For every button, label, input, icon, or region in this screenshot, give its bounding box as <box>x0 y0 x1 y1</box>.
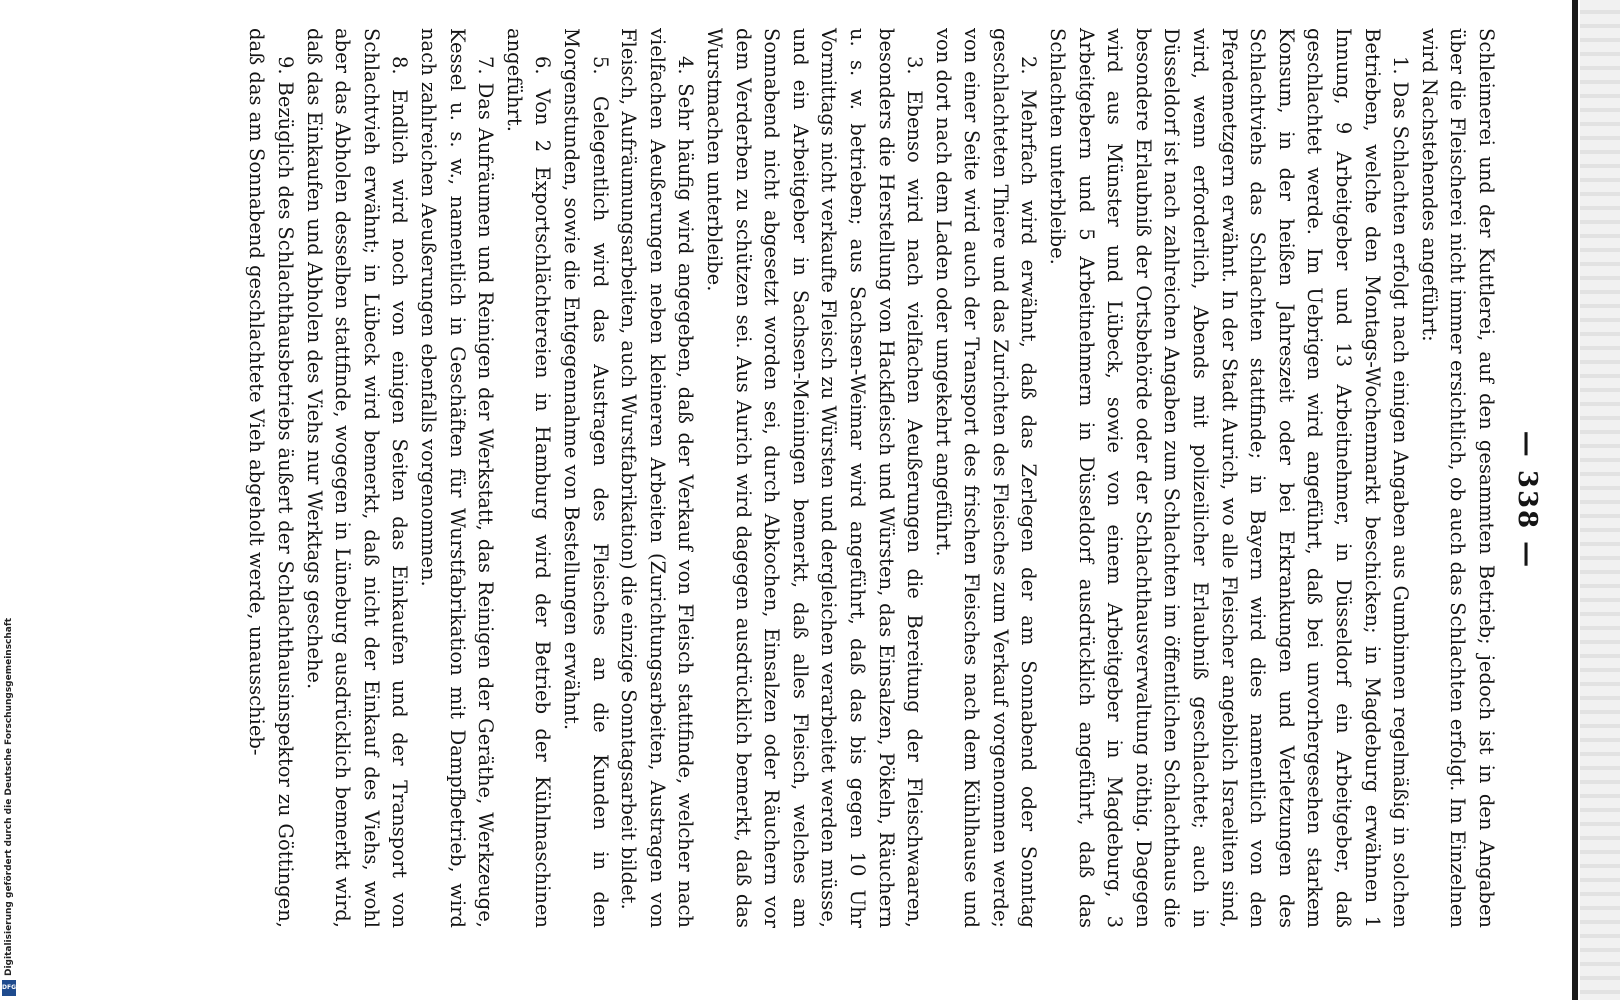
paragraph-4: 4. Sehr häufig wird angegeben, daß der Verkauf von Fleisch stattfinde, welcher nach vielfachen Aeußerungen neben kleineren Arbeiten (Zurichtungsarbeiten, Austragen von Fleisch, Aufräumungsarbeiten, auch Wurstfabrikation) die einzige Sonntagsarbeit bildet. <box>617 28 698 928</box>
paragraph-intro: Schleimerei und der Kuttlerei, auf den gesammten Betrieb; jedoch ist in den Angaben über die Fleischerei nicht immer ersichtlich, ob auch das Schlachten erfolgt. Im Einzelnen wird Nachstehendes angeführt: <box>1417 28 1498 928</box>
scan-edge-next-page <box>1580 0 1620 1000</box>
paragraph-1: 1. Das Schlachten erfolgt nach einigen Angaben aus Gumbinnen regelmäßig in solchen Betrieben, welche den Montags-Wochenmarkt beschicken; in Magdeburg erwähnen 1 Innung, 9 Arbeitgeber und 13 Arbeitnehmer, in Düsseldorf ein Arbeitgeber, daß geschlachtet werde. Im Uebrigen wird angeführt, daß bei unvorhergesehen starkem Konsum, in der heißen Jahreszeit oder bei Erkrankungen und Verletzungen des Schlachtviehs das Schlachten stattfinde; in Bayern wird dies namentlich von den Pferdemetzgern erwähnt. In der Stadt Aurich, wo alle Fleischer angeblich Israeliten sind, wird, wenn erforderlich, Abends mit polizeilicher Erlaubniß geschlachtet; auch in Düsseldorf ist nach zahlreichen Angaben zum Schlachten im öffentlichen Schlachthaus die besondere Erlaubniß der Ortsbehörde oder der Schlachthausverwaltung nöthig. Dagegen wird aus Münster und Lübeck, sowie von einem Arbeitgeber in Magdeburg, 3 Arbeitgebern und 5 Arbeitnehmern in Düsseldorf ausdrücklich angeführt, daß das Schlachten unterbleibe. <box>1046 28 1413 928</box>
paragraph-8: 8. Endlich wird noch von einigen Seiten das Einkaufen und der Transport von Schlachtvieh erwähnt; in Lübeck wird bemerkt, daß nicht der Einkauf des Viehs, wohl aber das Abholen desselben stattfinde, wogegen in Lüneburg ausdrücklich bemerkt wird, daß das Einkaufen und Abholen des Viehs nur Werktags geschehe. <box>302 28 412 928</box>
credit-text: Digitalisierung gefördert durch die Deutsche Forschungsgemeinschaft <box>4 617 14 976</box>
paragraph-3: 3. Ebenso wird nach vielfachen Aeußerungen die Bereitung der Fleischwaaren, besonders die Herstellung von Hackfleisch und Würsten, das Einsalzen, Pökeln, Räuchern u. s. w. betrieben; aus Sachsen-Weimar wird angeführt, daß das bis gegen 10 Uhr Vormittags nicht verkaufte Fleisch zu Würsten und dergleichen verarbeitet werden müsse, und ein Arbeitgeber in Sachsen-Meiningen bemerkt, daß alles Fleisch, welches am Sonnabend nicht abgesetzt worden sei, durch Abkochen, Einsalzen oder Räuchern vor dem Verderben zu schützen sei. Aus Aurich wird dagegen ausdrücklich bemerkt, daß das Wurstmachen unterbleibe. <box>702 28 927 928</box>
paragraph-5: 5. Gelegentlich wird das Austragen des Fleisches an die Kunden in den Morgenstunden, sowie die Entgegennahme von Bestellungen erwähnt. <box>560 28 612 928</box>
body-text <box>242 28 1500 928</box>
paragraph-9: 9. Bezüglich des Schlachthausbetriebs äußert der Schlachthausinspektor zu Göttingen, daß das am Sonnabend geschlachtete Vieh abgeholt werde, unausschieb- <box>245 28 298 928</box>
paragraph-6: 6. Von 2 Exportschlächtereien in Hamburg wird der Betrieb der Kühlmaschinen angeführt. <box>502 28 555 928</box>
document-scan <box>70 10 1570 990</box>
paragraph-2: 2. Mehrfach wird erwähnt, daß das Zerlegen der am Sonnabend oder Sonntag geschlachteten Thiere und das Zurichten des Fleisches zum Verkauf vorgenommen werde; von einer Seite wird auch der Transport des frischen Fleisches nach dem Kühlhause und von dort nach dem Laden oder umgekehrt angeführt. <box>931 28 1041 928</box>
dfg-logo-icon: DFG <box>2 980 16 996</box>
digitization-credit <box>0 600 18 1000</box>
scan-edge-bar <box>1572 0 1578 1000</box>
page-number: — 338 — <box>1512 430 1542 570</box>
paragraph-7: 7. Das Aufräumen und Reinigen der Werkstatt, das Reinigen der Geräthe, Werkzeuge, Kessel u. s. w., namentlich in Geschäften für Wurstfabrikation mit Dampfbetrieb, wird nach zahlreichen Aeußerungen ebenfalls vorgenommen. <box>417 28 498 928</box>
rotated-page-content <box>70 10 1570 990</box>
